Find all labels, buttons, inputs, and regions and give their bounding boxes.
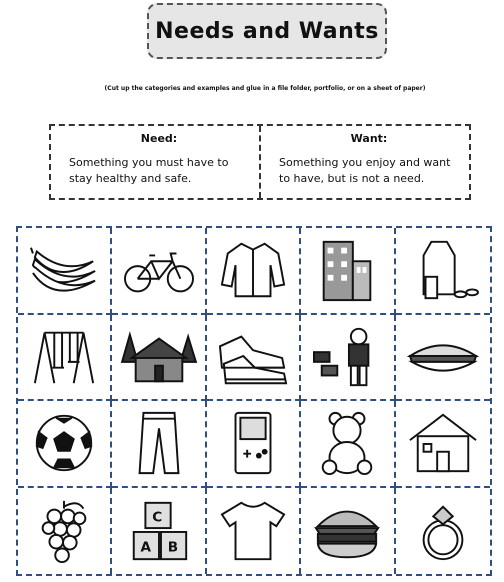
bananas-icon: [25, 236, 103, 304]
card-ring: [396, 488, 490, 575]
card-swing-set: [18, 315, 112, 402]
svg-text:B: B: [167, 539, 178, 556]
t-shirt-icon: [214, 497, 292, 565]
bicycle-icon: [120, 236, 198, 304]
card-bananas: [18, 228, 112, 315]
log-cabin-icon: [120, 323, 198, 391]
need-heading: Need:: [140, 132, 178, 145]
card-log-cabin: [112, 315, 206, 402]
card-sneakers: [207, 315, 301, 402]
card-hamburger: [301, 488, 395, 575]
definitions-box: [49, 124, 471, 200]
hamburger-icon: [308, 497, 386, 565]
jacket-icon: [214, 236, 292, 304]
soccer-ball-icon: [25, 409, 103, 477]
card-house: [396, 401, 490, 488]
card-teddy-bear: [301, 401, 395, 488]
handheld-game-icon: [214, 409, 292, 477]
house-icon: [404, 409, 482, 477]
teddy-bear-icon: [308, 409, 386, 477]
page-title: Needs and Wants: [155, 18, 379, 44]
diamond-ring-icon: [404, 497, 482, 565]
card-bicycle: [112, 228, 206, 315]
swing-set-icon: [25, 323, 103, 391]
card-lego: [301, 315, 395, 402]
want-definition: [259, 126, 469, 198]
card-grapes: [18, 488, 112, 575]
need-definition: [51, 126, 259, 198]
milk-and-cookies-icon: [404, 236, 482, 304]
apartment-building-icon: [308, 236, 386, 304]
svg-text:A: A: [140, 539, 151, 556]
instructions: (Cut up the categories and examples and glue in a file folder, portfolio, or on a sheet of paper): [104, 85, 426, 92]
title-box: [147, 3, 387, 59]
card-blocks: [112, 488, 206, 575]
card-handheld-game: [207, 401, 301, 488]
card-pants: [112, 401, 206, 488]
picture-grid: [16, 226, 492, 576]
want-text: Something you enjoy and want to have, but is not a need.: [279, 156, 451, 185]
alphabet-blocks-icon: [120, 497, 198, 565]
card-sandwich: [396, 315, 490, 402]
grapes-icon: [25, 497, 103, 565]
card-jacket: [207, 228, 301, 315]
card-t-shirt: [207, 488, 301, 575]
sandwich-icon: [404, 323, 482, 391]
need-text: Something you must have to stay healthy and safe.: [69, 156, 229, 185]
card-milk: [396, 228, 490, 315]
pants-icon: [120, 409, 198, 477]
card-soccer-ball: [18, 401, 112, 488]
lego-figure-icon: [308, 323, 386, 391]
svg-text:C: C: [151, 509, 162, 526]
want-heading: Want:: [350, 132, 388, 145]
card-apartment: [301, 228, 395, 315]
sneakers-icon: [214, 323, 292, 391]
